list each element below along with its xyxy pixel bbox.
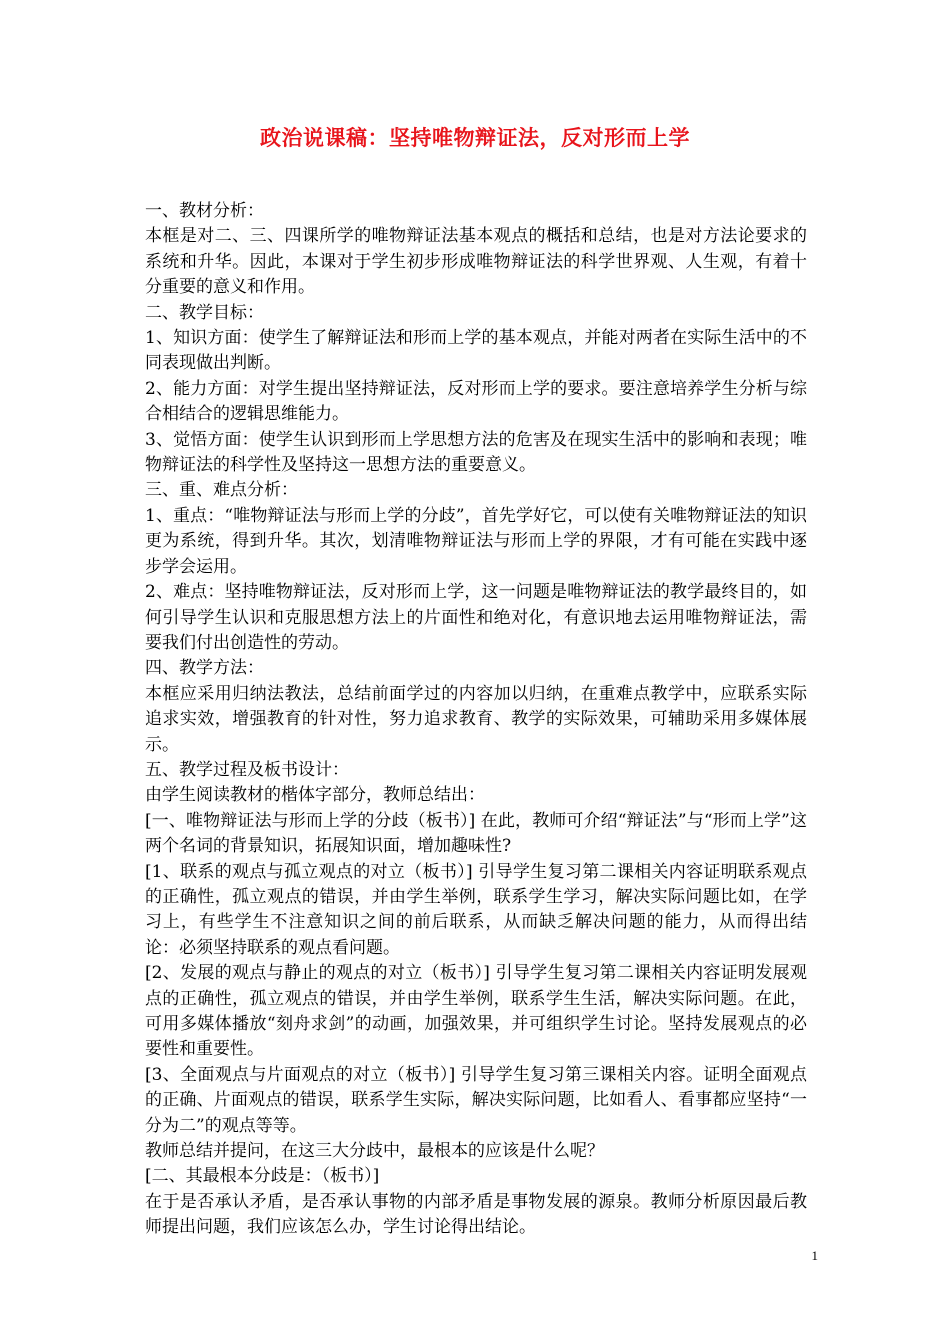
paragraph-board-1-2: [2、发展的观点与静止的观点的对立（板书）] 引导学生复习第二课相关内容证明发展观点的正确性，孤立观点的错误，并由学生举例，联系学生生活，解决实际问题。在此，可用多媒体播放“刻舟求剑”的动画，加强效果，并可组织学生讨论。坚持发展观点的必要性和重要性。 [145, 963, 807, 1060]
paragraph-conclusion: 在于是否承认矛盾，是否承认事物的内部矛盾是事物发展的源泉。教师分析原因最后教师提出问题，我们应该怎么办，学生讨论得出结论。 [145, 1191, 807, 1238]
section-heading-teaching-goals: 二、教学目标： [145, 302, 264, 323]
paragraph-key-point: 1、重点：“唯物辩证法与形而上学的分歧”，首先学好它，可以使有关唯物辩证法的知识更为系统，得到升华。其次，划清唯物辩证法与形而上学的界限，才有可能在实践中逐步学会运用。 [145, 505, 807, 577]
paragraph-textbook-analysis: 本框是对二、三、四课所学的唯物辩证法基本观点的概括和总结，也是对方法论要求的系统和升华。因此，本课对于学生初步形成唯物辩证法的科学世界观、人生观，有着十分重要的意义和作用。 [145, 226, 807, 298]
document-body [145, 199, 807, 1241]
paragraph-goal-knowledge: 1、知识方面：使学生了解辩证法和形而上学的基本观点，并能对两者在实际生活中的不同表现做出判断。 [145, 328, 807, 374]
page-number: 1 [811, 1248, 818, 1263]
paragraph-process-intro: 由学生阅读教材的楷体字部分，教师总结出： [145, 785, 485, 806]
paragraph-goal-awareness: 3、觉悟方面：使学生认识到形而上学思想方法的危害及在现实生活中的影响和表现；唯物辩证法的科学性及坚持这一思想方法的重要意义。 [145, 429, 807, 476]
section-heading-teaching-process: 五、教学过程及板书设计： [145, 759, 349, 780]
paragraph-difficult-point: 2、难点：坚持唯物辩证法，反对形而上学，这一问题是唯物辩证法的教学最终目的，如何引导学生认识和克服思想方法上的片面性和绝对化，有意识地去运用唯物辩证法，需要我们付出创造性的劳动。 [145, 582, 807, 653]
section-heading-textbook-analysis: 一、教材分析： [145, 201, 264, 221]
paragraph-goal-ability: 2、能力方面：对学生提出坚持辩证法，反对形而上学的要求。要注意培养学生分析与综合相结合的逻辑思维能力。 [145, 378, 807, 425]
paragraph-teaching-methods: 本框应采用归纳法教法，总结前面学过的内容加以归纳，在重难点教学中，应联系实际追求实效，增强教育的针对性，努力追求教育、教学的实际效果，可辅助采用多媒体展示。 [145, 683, 807, 755]
section-heading-teaching-methods: 四、教学方法： [145, 658, 264, 679]
section-heading-key-points: 三、重、难点分析： [145, 480, 298, 501]
paragraph-board-1-3: [3、全面观点与片面观点的对立（板书）] 引导学生复习第三课相关内容。证明全面观点的正确、片面观点的错误，联系学生实际，解决实际问题，比如看人、看事都应坚持“一分为二”的观点等等。 [145, 1064, 807, 1136]
paragraph-board-1: [一、唯物辩证法与形而上学的分歧（板书）] 在此，教师可介绍“辩证法”与“形而上学”这两个名词的背景知识，拓展知识面，增加趣味性? [145, 810, 807, 857]
paragraph-board-1-1: [1、联系的观点与孤立观点的对立（板书）] 引导学生复习第二课相关内容证明联系观点的正确性，孤立观点的错误，并由学生举例，联系学生学习，解决实际问题比如，在学习上，有些学生不注意知识之间的前后联系，从而缺乏解决问题的能力，从而得出结论：必须坚持联系的观点看问题。 [145, 861, 807, 958]
paragraph-teacher-question: 教师总结并提问，在这三大分歧中，最根本的应该是什么呢？ [145, 1141, 604, 1162]
document-title: 政治说课稿：坚持唯物辩证法，反对形而上学 [260, 126, 690, 150]
paragraph-board-2: [二、其最根本分歧是：（板书）] [145, 1166, 380, 1187]
